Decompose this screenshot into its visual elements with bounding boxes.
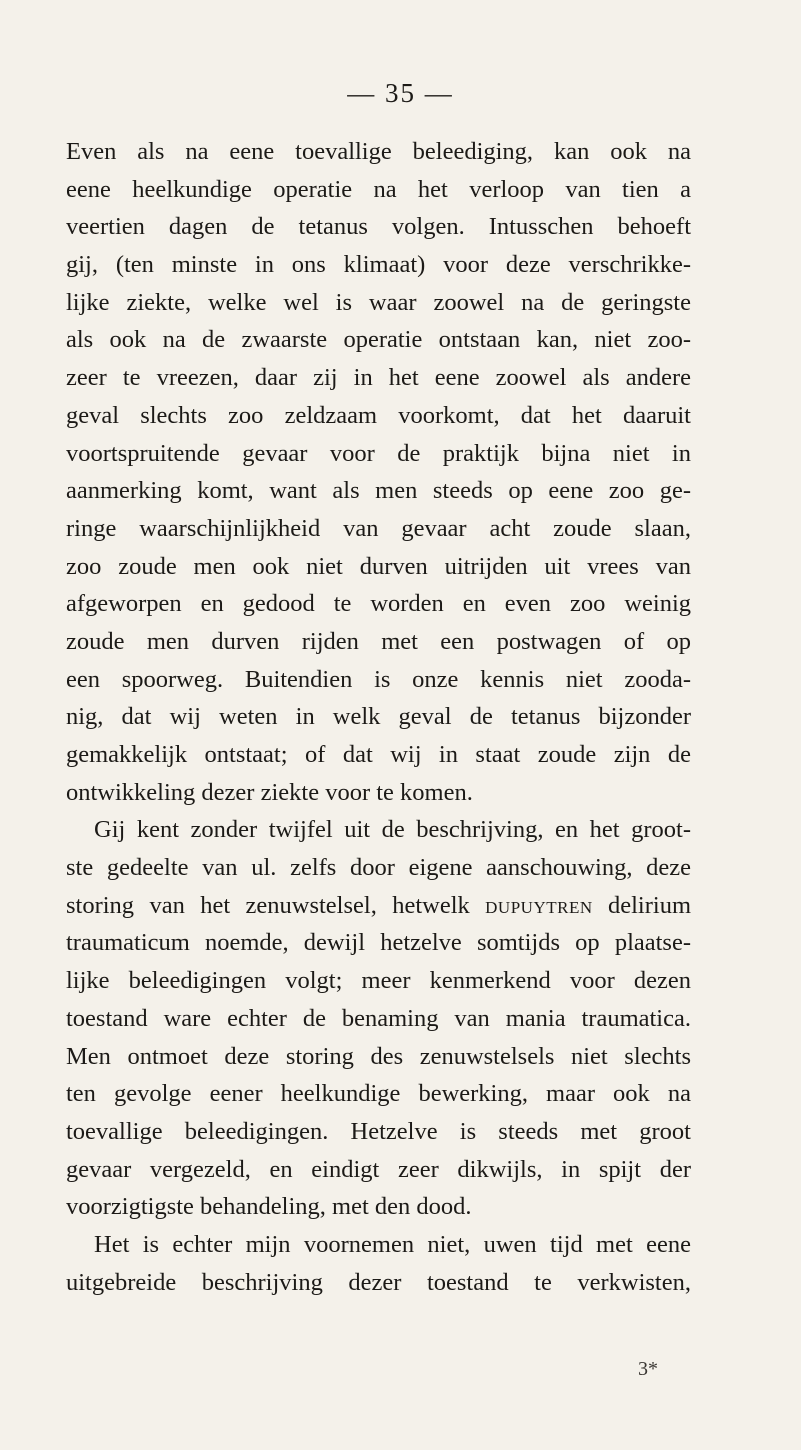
body-text [66,133,691,1301]
text-line: traumaticum noemde, dewijl hetzelve somtijds op plaatse- [66,929,691,957]
text-line: nig, dat wij weten in welk geval de tetanus bijzonder [66,703,691,731]
text-line: Gij kent zonder twijfel uit de beschrijving, en het groot- [94,816,691,844]
text-line: lijke beleedigingen volgt; meer kenmerkend voor dezen [66,967,691,995]
text-line: als ook na de zwaarste operatie ontstaan kan, niet zoo- [66,326,691,354]
text-line: ontwikkeling dezer ziekte voor te komen. [66,778,473,806]
text-line: aanmerking komt, want als men steeds op eene zoo ge- [66,477,691,505]
text-line: voortspruitende gevaar voor de praktijk bijna niet in [66,439,691,467]
signature-mark: 3* [638,1358,658,1380]
text-line: Even als na eene toevallige beleediging, kan ook na [66,138,691,165]
text-line: toestand ware echter de benaming van mania traumatica. [66,1004,691,1032]
text-segment: delirium [608,891,692,919]
text-line: ste gedeelte van ul. zelfs door eigene aanschouwing, deze [66,854,691,882]
text-line: gevaar vergezeld, en eindigt zeer dikwijls, in spijt der [66,1155,691,1183]
text-segment: storing van het zenuwstelsel, hetwelk [66,891,470,919]
text-line: gij, (ten minste in ons klimaat) voor deze verschrikke- [66,251,691,279]
text-line: uitgebreide beschrijving dezer toestand te verkwisten, [66,1268,691,1296]
text-line: zeer te vreezen, daar zij in het eene zoowel als andere [66,364,691,392]
page-number: — 35 — [347,78,454,108]
text-line: zoude men durven rijden met een postwagen of op [66,627,691,655]
text-line: zoo zoude men ook niet durven uitrijden uit vrees van [66,552,691,580]
author-name: dupuytren [485,891,593,919]
text-line: eene heelkundige operatie na het verloop van tien a [66,175,691,203]
text-line: veertien dagen de tetanus volgen. Intusschen behoeft [66,213,691,241]
text-line: ringe waarschijnlijkheid van gevaar acht zoude slaan, [66,514,691,542]
text-line: geval slechts zoo zeldzaam voorkomt, dat het daaruit [66,401,691,429]
text-line [66,887,691,925]
text-line: afgeworpen en gedood te worden en even zoo weinig [66,590,691,618]
text-line: een spoorweg. Buitendien is onze kennis niet zooda- [66,665,691,693]
text-line: lijke ziekte, welke wel is waar zoowel na de geringste [66,288,691,316]
text-line: Men ontmoet deze storing des zenuwstelsels niet slechts [66,1042,691,1070]
text-line: toevallige beleedigingen. Hetzelve is steeds met groot [66,1117,691,1145]
text-line: ten gevolge eener heelkundige bewerking, maar ook na [66,1080,691,1108]
text-line: voorzigtigste behandeling, met den dood. [66,1193,472,1221]
text-line: Het is echter mijn voornemen niet, uwen tijd met eene [94,1230,691,1258]
text-line: gemakkelijk ontstaat; of dat wij in staat zoude zijn de [66,741,691,768]
